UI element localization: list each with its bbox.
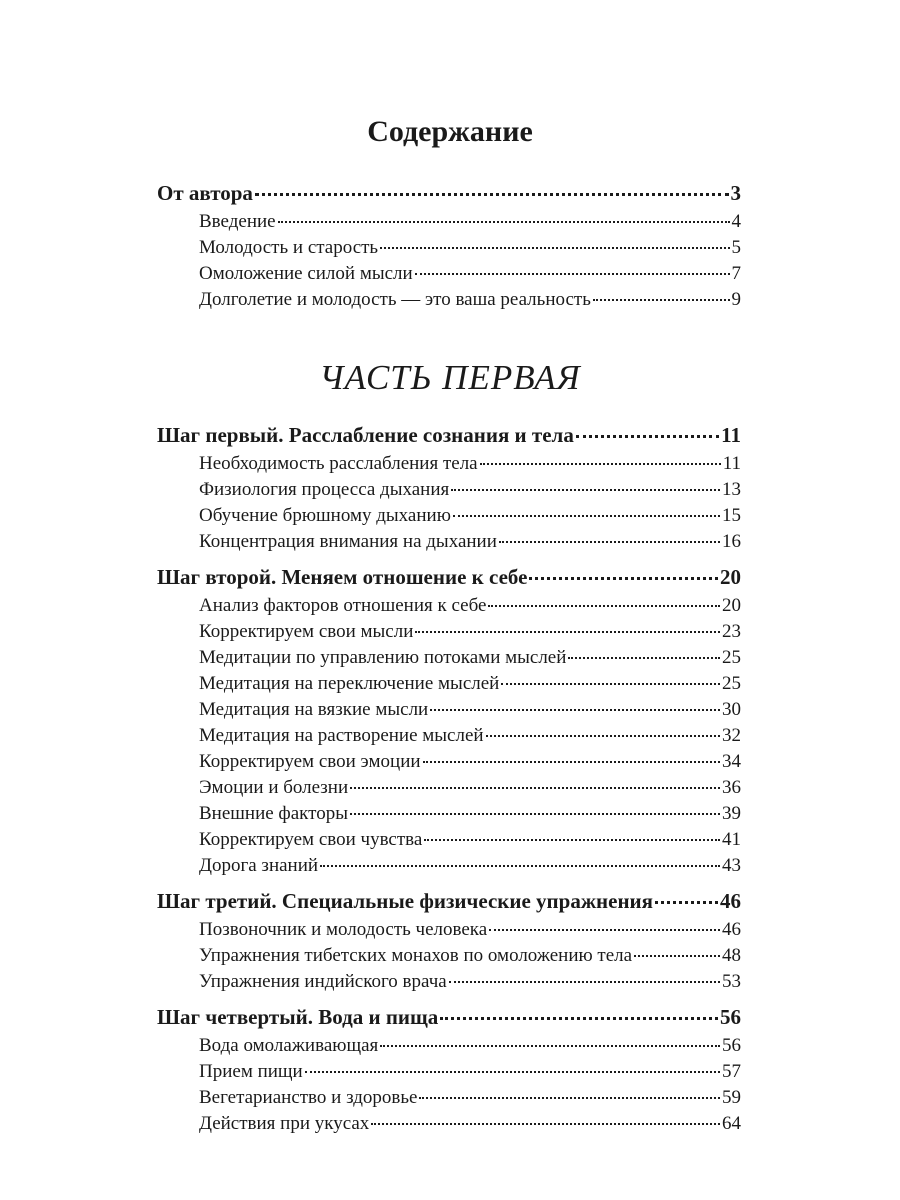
toc-item[interactable] <box>157 671 741 697</box>
dot-leader <box>278 220 730 223</box>
toc-item[interactable] <box>157 1111 741 1137</box>
dot-leader <box>380 246 729 249</box>
toc-item-page: 15 <box>722 505 741 526</box>
toc-item[interactable] <box>157 943 741 969</box>
toc-item-page: 16 <box>722 531 741 552</box>
toc-heading-page: 56 <box>720 1005 741 1029</box>
dot-leader <box>305 1070 720 1073</box>
toc-item-page: 9 <box>731 289 741 310</box>
toc-item[interactable] <box>157 287 741 313</box>
toc-heading-text: Шаг первый. Расслабление сознания и тела <box>157 423 574 447</box>
toc-item[interactable] <box>157 619 741 645</box>
toc-item-text: Внешние факторы <box>199 803 348 824</box>
toc-heading-text: Шаг четвертый. Вода и пища <box>157 1005 439 1029</box>
toc-part-one <box>157 419 741 1137</box>
toc-item-page: 20 <box>722 595 741 616</box>
toc-item-page: 39 <box>722 803 741 824</box>
toc-heading-text: Шаг третий. Специальные физические упражнения <box>157 889 654 913</box>
dot-leader <box>568 656 720 659</box>
toc-item-page: 32 <box>722 725 741 746</box>
toc-item-text: Корректируем свои эмоции <box>199 751 421 772</box>
toc-item[interactable] <box>157 827 741 853</box>
toc-item-text: Необходимость расслабления тела <box>199 453 478 474</box>
toc-item-text: Медитации по управлению потоками мыслей <box>199 647 567 668</box>
toc-item-text: Эмоции и болезни <box>199 777 349 798</box>
toc-item-text: Дорога знаний <box>199 855 319 876</box>
toc-item[interactable] <box>157 503 741 529</box>
toc-item-text: Действия при укусах <box>199 1113 370 1134</box>
toc-heading[interactable] <box>157 885 741 917</box>
toc-item-page: 53 <box>722 971 741 992</box>
toc-item[interactable] <box>157 723 741 749</box>
dot-leader <box>320 864 720 867</box>
dot-leader <box>415 272 730 275</box>
dot-leader <box>486 734 720 737</box>
dot-leader <box>419 1096 720 1099</box>
toc-item[interactable] <box>157 451 741 477</box>
toc-item-text: Упражнения тибетских монахов по омоложению тела <box>199 945 633 966</box>
toc-heading-text: От автора <box>157 181 253 205</box>
toc-item[interactable] <box>157 645 741 671</box>
toc-item[interactable] <box>157 529 741 555</box>
toc-item[interactable] <box>157 853 741 879</box>
toc-item[interactable] <box>157 1033 741 1059</box>
toc-item[interactable] <box>157 209 741 235</box>
toc-item-text: Упражнения индийского врача <box>199 971 447 992</box>
toc-item-text: Анализ факторов отношения к себе <box>199 595 487 616</box>
toc-item-page: 25 <box>722 647 741 668</box>
toc-item-page: 5 <box>731 237 741 258</box>
toc-item[interactable] <box>157 1085 741 1111</box>
dot-leader <box>424 838 720 841</box>
toc-item-text: Введение <box>199 211 276 232</box>
toc-heading-page: 46 <box>720 889 741 913</box>
toc-item-page: 11 <box>722 453 741 474</box>
dot-leader <box>593 298 730 301</box>
dot-leader <box>415 630 720 633</box>
dot-leader <box>499 540 720 543</box>
toc-item-page: 56 <box>722 1035 741 1056</box>
dot-leader <box>453 514 720 517</box>
toc-item-page: 30 <box>722 699 741 720</box>
toc-item-page: 4 <box>731 211 741 232</box>
toc-item[interactable] <box>157 749 741 775</box>
dot-leader <box>489 928 720 931</box>
toc-item-text: Медитация на растворение мыслей <box>199 725 484 746</box>
toc-item[interactable] <box>157 775 741 801</box>
toc-item[interactable] <box>157 477 741 503</box>
toc-item-text: Омоложение силой мысли <box>199 263 413 284</box>
toc-item-page: 59 <box>722 1087 741 1108</box>
toc-heading[interactable] <box>157 177 741 209</box>
toc-item[interactable] <box>157 593 741 619</box>
toc-item-text: Молодость и старость <box>199 237 379 258</box>
dot-leader <box>350 786 720 789</box>
toc-item-page: 36 <box>722 777 741 798</box>
toc-item-text: Физиология процесса дыхания <box>199 479 450 500</box>
toc-item-page: 48 <box>722 945 741 966</box>
toc-item-text: Корректируем свои мысли <box>199 621 414 642</box>
toc-heading-text: Шаг второй. Меняем отношение к себе <box>157 565 528 589</box>
toc-heading[interactable] <box>157 561 741 593</box>
dot-leader <box>423 760 720 763</box>
toc-item-text: Медитация на переключение мыслей <box>199 673 500 694</box>
toc-item-page: 46 <box>722 919 741 940</box>
toc-heading[interactable] <box>157 1001 741 1033</box>
toc-item[interactable] <box>157 697 741 723</box>
toc-item-page: 25 <box>722 673 741 694</box>
toc-item-page: 23 <box>722 621 741 642</box>
dot-leader <box>449 980 720 983</box>
part-title: ЧАСТЬ ПЕРВАЯ <box>319 358 581 397</box>
dot-leader <box>255 192 729 196</box>
toc-item-text: Прием пищи <box>199 1061 303 1082</box>
toc-item-page: 64 <box>722 1113 741 1134</box>
toc-item[interactable] <box>157 801 741 827</box>
dot-leader <box>529 576 718 580</box>
dot-leader <box>440 1016 718 1020</box>
dot-leader <box>488 604 720 607</box>
toc-intro <box>157 177 741 313</box>
toc-item-text: Корректируем свои чувства <box>199 829 423 850</box>
toc-heading-page: 20 <box>720 565 741 589</box>
toc-item[interactable] <box>157 261 741 287</box>
toc-item-text: Вегетарианство и здоровье <box>199 1087 418 1108</box>
toc-item-page: 41 <box>722 829 741 850</box>
toc-item-text: Медитация на вязкие мысли <box>199 699 429 720</box>
toc-item[interactable] <box>157 1059 741 1085</box>
toc-item[interactable] <box>157 235 741 261</box>
toc-item-text: Обучение брюшному дыханию <box>199 505 451 526</box>
dot-leader <box>350 812 720 815</box>
toc-item-text: Долголетие и молодость — это ваша реальность <box>199 289 591 310</box>
dot-leader <box>371 1122 720 1125</box>
toc-item-text: Концентрация внимания на дыхании <box>199 531 497 552</box>
dot-leader <box>576 434 719 438</box>
dot-leader <box>430 708 720 711</box>
toc-item-page: 43 <box>722 855 741 876</box>
toc-heading-page: 11 <box>721 423 741 447</box>
toc-item-text: Позвоночник и молодость человека <box>199 919 488 940</box>
dot-leader <box>480 462 721 465</box>
toc-item-page: 13 <box>722 479 741 500</box>
dot-leader <box>380 1044 720 1047</box>
toc-item-page: 34 <box>722 751 741 772</box>
dot-leader <box>634 954 720 957</box>
dot-leader <box>655 900 718 904</box>
toc-heading-page: 3 <box>730 181 741 205</box>
dot-leader <box>501 682 720 685</box>
toc-heading[interactable] <box>157 419 741 451</box>
toc-item[interactable] <box>157 917 741 943</box>
toc-item-page: 7 <box>731 263 741 284</box>
toc-item-page: 57 <box>722 1061 741 1082</box>
page-title: Содержание <box>367 115 533 148</box>
dot-leader <box>451 488 720 491</box>
toc-item-text: Вода омолаживающая <box>199 1035 379 1056</box>
toc-item[interactable] <box>157 969 741 995</box>
